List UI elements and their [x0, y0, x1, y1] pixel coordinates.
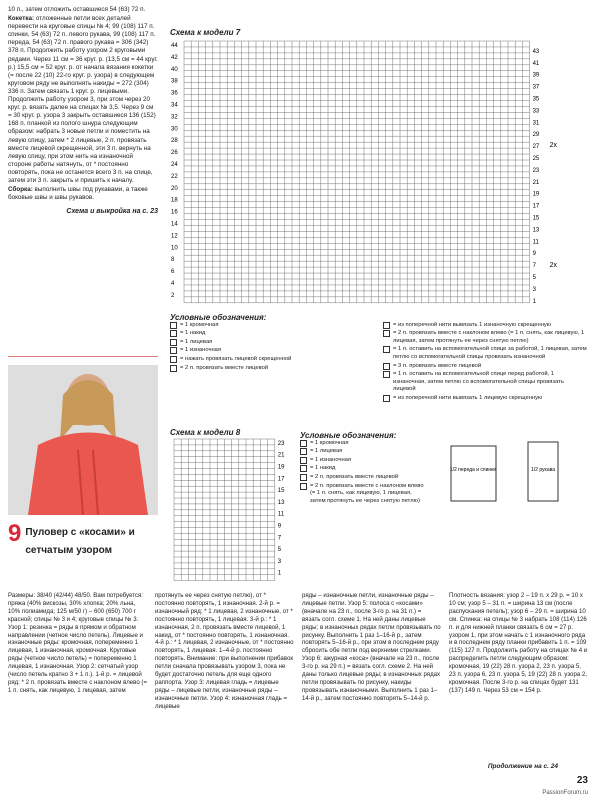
- row-label: 5: [277, 547, 282, 554]
- legend-item: = 2 п. провязать вместе с наклоном влево (= 1 п. снять, как лицевую, 1 лицевая, затем протянуть ее через снятую петлю): [300, 483, 425, 506]
- site-watermark: PassionForum.ru: [542, 790, 588, 796]
- legend-item: = из поперечной нити вывязать 1 изнаночную скрещенную: [383, 322, 588, 330]
- bottom-col-4: Плотность вязания: узор 2 – 19 п. х 29 р. = 10 х 10 см; узор 5 – 31 п. = ширина 13 см (после распускания петель); узор 6 – 29 п. = ширина 10 см. Спинка: на спицы № 3 набрать 108 (114) 126 п. и для нижней планки связать 6 см = 27 р. узором 1, при этом начать с 1 изнаночного ряда и в последнем ряду планки прибавить 1 п. = 109 (115) 127 п. Продолжить работу на спицах № 4 и распределить петли следующим образом: кромочная, 19 (22) 28 п. узора 2, 23 п. узора 5, 23 п. узора 6, 23 п. узора 5, 19 (22) 28 п. узора 2, кромочная. После 3-го р. на спицах будет 131 (137) 149 п. Через 53 см = 154 р.: [449, 592, 588, 694]
- row-label-right: 15: [532, 215, 540, 222]
- legend-symbol-icon: [383, 346, 390, 353]
- chart7-legend-title: Условные обозначения:: [170, 313, 267, 322]
- front-label: 1/2 переда и спинки: [449, 467, 497, 473]
- legend-item: = 3 п. провязать вместе лицевой: [383, 363, 588, 371]
- legend-symbol-icon: [170, 365, 177, 372]
- legend-item: = 1 п. оставить на вспомогательной спице перед работой, 1 изнаночная, затем петлю со вспомогательной спицы провязать лицевой: [383, 371, 588, 394]
- row-label: 7: [277, 535, 282, 542]
- row-label-right: 29: [532, 132, 540, 139]
- chart8-title: Схема к модели 8: [170, 428, 241, 437]
- yoke-text: отложенные петли всех деталей перевести на круговые спицы № 4; 99 (108) 117 п. спинки, 54 (63) 72 п. левого рукава, 99 (108) 117 п. переда, 54 (63) 72 п. правого рукава = 306 (342) 378 п. Продолжить работу узором 2 круговыми рядами. Через 11 см = 36 круг. р. (13,5 см = 44 круг. р.) 15,5 см = 52 круг. р. от начала вязания кокетки (= после 22 (10) 22-го круг. р. узора) в следующем круговом ряду не выполнять накиды = 272 (304) 336 п. Затем связать 1 круг. р. лицевыми. Продолжить работу узором 3, при этом через 20 круг. р. вязать далее на спицах № 3,5. Через 9 см = 30 круг. р. узора 3 закрыть оставшиеся 136 (152) 168 п. планкой из полого шнура следующим образом: набрать 3 новые петли и поместить на левую спицу, затем * 2 лицевые, 2 п. провязать вместе лицевой скрещенной, эти 3 п. вернуть на левую спицу, при этом нить на изнаночной стороне работы натянуть, от * постоянно повторять, пока не останется всего 3 п. на спице, затем эти 3 п. закрыть и пришить к началу.: [8, 15, 158, 184]
- row-label: 23: [277, 440, 285, 447]
- divider: [8, 356, 158, 357]
- row-label: 11: [277, 511, 285, 518]
- legend-item: = 1 изнаночная: [300, 457, 425, 465]
- row-label-right: 31: [532, 120, 540, 127]
- legend-item: = 1 накид: [170, 330, 375, 338]
- row-label-left: 18: [171, 197, 178, 204]
- model-name: Пуловер с «косами» и сетчатым узором: [25, 527, 135, 556]
- row-label-right: 5: [532, 275, 536, 281]
- row-label-right: 23: [532, 167, 540, 174]
- row-label-left: 26: [171, 150, 178, 157]
- row-label-right: 7: [532, 263, 536, 270]
- legend-symbol-icon: [300, 483, 307, 490]
- row-label: 13: [277, 499, 285, 506]
- legend-item: = 1 лицевая: [170, 339, 375, 347]
- sizing-pattern: [433, 438, 583, 513]
- legend-symbol-icon: [300, 474, 307, 481]
- row-label-left: 38: [171, 78, 178, 85]
- sleeve-label: 1/2 рукава: [530, 467, 556, 473]
- legend-item: = 1 п. оставить на вспомогательной спице за работой, 1 лицевая, затем петлю со вспомогательной спицы провязать изнаночной: [383, 346, 588, 361]
- legend-symbol-icon: [300, 440, 307, 447]
- row-label-right: 3: [532, 286, 536, 293]
- legend-item: = 1 изнаночная: [170, 347, 375, 355]
- row-label: 9: [277, 523, 282, 530]
- row-label: 21: [277, 452, 285, 459]
- paragraph-2: [8, 15, 158, 185]
- chart8-grid: [170, 437, 292, 585]
- row-label-left: 8: [171, 257, 175, 264]
- row-label-left: 12: [171, 233, 178, 240]
- row-label-right: 17: [532, 203, 540, 210]
- chart7-title: Схема к модели 7: [170, 28, 241, 37]
- row-label-left: 28: [171, 138, 178, 145]
- chart7-legend: [170, 314, 588, 404]
- row-label-right: 19: [532, 191, 540, 198]
- row-label-right: 1: [532, 298, 536, 305]
- legend-symbol-icon: [383, 363, 390, 370]
- legend-symbol-icon: [300, 448, 307, 455]
- legend-symbol-icon: [170, 330, 177, 337]
- row-label-left: 36: [171, 90, 178, 97]
- repeat-label: 2x: [549, 142, 558, 149]
- row-label-right: 43: [532, 48, 540, 55]
- legend-item: = 2 п. провязать вместе с наклоном влево (= 1 п. снять, как лицевую, 1 лицевая, затем протянуть ее через снятую петлю): [383, 330, 588, 345]
- bottom-text: [8, 592, 588, 711]
- row-label-right: 27: [532, 144, 540, 151]
- row-label-right: 21: [532, 179, 540, 186]
- bottom-col-3: ряды – изнаночные петли, изнаночные ряды – лицевые петли. Узор 5: полоса с «косами» (вначале на 23 п., после 3-го р. на 31 п.) = вязать согл. схеме 1. На ней даны лицевые ряды; в изнаночных рядах петли провязывать по рисунку. Выполнить 1 раз 1–16-й р., затем повторять 5–16-й р., при этом в последнем ряду сбросить обе петли под верхними стрелками. Узор 6: ажурная «коса» (вначале на 23 п., после 3-го р. на 29 п.) = вязать согл. схеме 2. На ней даны только лицевые ряды; в изнаночных рядах петли провязывать по рисунку, накиды провязывать изнаночными. Выполнить 1 раз 1–14-й р., затем постоянно повторять 5–14-й р.: [302, 592, 441, 702]
- row-label-left: 2: [171, 292, 175, 299]
- row-label-left: 34: [171, 102, 178, 109]
- row-label: 19: [277, 464, 285, 471]
- row-label-right: 37: [532, 84, 540, 91]
- chart8-legend: [300, 432, 425, 506]
- row-label-left: 24: [171, 161, 178, 168]
- chart-model-8: [170, 428, 292, 590]
- row-label-left: 14: [171, 221, 178, 228]
- row-label-right: 33: [532, 108, 540, 115]
- legend-item: = 1 лицевая: [300, 448, 425, 456]
- legend-symbol-icon: [300, 465, 307, 472]
- repeat-label: 2x: [549, 262, 558, 269]
- model-photo: [8, 365, 158, 515]
- legend-symbol-icon: [383, 322, 390, 329]
- legend-item: = 1 накид: [300, 465, 425, 473]
- legend-symbol-icon: [170, 356, 177, 363]
- chart8-legend-title: Условные обозначения:: [300, 431, 397, 440]
- row-label-right: 9: [532, 251, 536, 258]
- row-label-right: 25: [532, 156, 540, 162]
- page-number: 23: [576, 775, 588, 786]
- legend-symbol-icon: [383, 371, 390, 378]
- paragraph-1: 10 п., затем отложить оставшиеся 54 (63) 72 п.: [8, 6, 146, 13]
- row-label: 15: [277, 488, 285, 495]
- legend-symbol-icon: [170, 347, 177, 354]
- row-label-left: 32: [171, 114, 178, 121]
- row-label-right: 41: [532, 60, 540, 67]
- legend-item: = 2 п. провязать вместе лицевой: [300, 474, 425, 482]
- row-label-right: 13: [532, 227, 540, 234]
- legend-item: = нажать провязать лицевой скрещенной: [170, 356, 375, 364]
- paragraph-3: [8, 186, 158, 202]
- bottom-col-1: Размеры: 38/40 (42/44) 48/50. Вам потребуется: пряжа (40% вискозы, 30% хлопка; 20% льна, 10% полиамида; 125 м/50 г) – 600 (650) 700 г красной; спицы № 3 и 4; круговые спицы № 3. Узор 1: резинка = ряды в прямом и обратном направлении (четное число петель). Лицевые и изнаночные ряды: кромочная, попеременно 1 лицевая, 1 изнаночная, кромочная. Круговые ряды (четное число петель) = попеременно 1 лицевая, 1 изнаночная. Узор 2: сетчатый узор (число петель кратно 3 + 1 п.). 1-й р. = лицевой ряд: * 2 п. провязать вместе с наклоном влево (= 1 п. снять, как лицевую, 1 лицевая, затем: [8, 592, 148, 694]
- row-label-left: 10: [171, 245, 178, 252]
- model-number: 9: [8, 520, 22, 547]
- row-label: 3: [277, 558, 282, 565]
- row-label-left: 6: [171, 269, 175, 276]
- legend-item: = 1 кромочная: [300, 440, 425, 448]
- assembly-text: выполнить швы под рукавами, а также боковые швы и швы рукавов.: [8, 186, 148, 202]
- row-label: 17: [277, 476, 285, 483]
- row-label-right: 35: [532, 96, 540, 103]
- row-label-left: 44: [171, 42, 178, 49]
- row-label-left: 30: [171, 126, 178, 133]
- row-label-left: 20: [171, 185, 178, 192]
- legend-symbol-icon: [170, 339, 177, 346]
- caption-scheme: Схема и выкройка на с. 23: [66, 208, 158, 216]
- assembly-label: Сборка:: [8, 186, 33, 194]
- row-label-left: 4: [171, 280, 175, 287]
- model-title: [8, 522, 158, 558]
- row-label-left: 40: [171, 66, 178, 73]
- row-label: 1: [277, 570, 282, 577]
- legend-item: = 1 кромочная: [170, 322, 375, 330]
- legend-symbol-icon: [383, 395, 390, 402]
- legend-symbol-icon: [300, 457, 307, 464]
- legend-item: = из поперечной нити вывязать 1 лицевую скрещенную: [383, 395, 588, 403]
- chart7-grid: [170, 37, 588, 307]
- row-label-left: 16: [171, 209, 178, 216]
- legend-item: = 2 п. провязать вместе лицевой: [170, 365, 375, 373]
- legend-symbol-icon: [170, 322, 177, 329]
- row-label-right: 39: [532, 72, 540, 79]
- chart-model-7: [170, 28, 588, 404]
- row-label-right: 11: [532, 239, 539, 246]
- yoke-label: Кокетка:: [8, 15, 35, 23]
- legend-symbol-icon: [383, 330, 390, 337]
- continued-note: Продолжение на с. 24: [487, 763, 558, 770]
- row-label-left: 42: [171, 54, 178, 61]
- bottom-col-2: протянуть ее через снятую петлю), от * постоянно повторять, 1 изнаночная. 2-й р. = изнаночный ряд: * 1 лицевая, 2 изнаночные, от * постоянно повторять, 1 лицевая. 3-й р.: * 1 изнаночная, 2 п. провязать вместе лицевой, 1 накид, от * постоянно повторять, 1 изнаночная. 4-й р.: * 1 лицевая, 2 изнаночные, от * постоянно повторять, 1 лицевая. 1–4-й р. постоянно повторять. Внимание: при выполнении прибавок петли сначала провязывать узором 3, пока не будет достаточно петель для еще одного раппорта. Узор 3: лицевая гладь = лицевые ряды – лицевые петли, изнаночные ряды – изнаночные петли. Узор 4: изнаночная гладь = лицевые: [155, 592, 294, 710]
- row-label-left: 22: [171, 173, 178, 180]
- left-text-column: [8, 6, 158, 216]
